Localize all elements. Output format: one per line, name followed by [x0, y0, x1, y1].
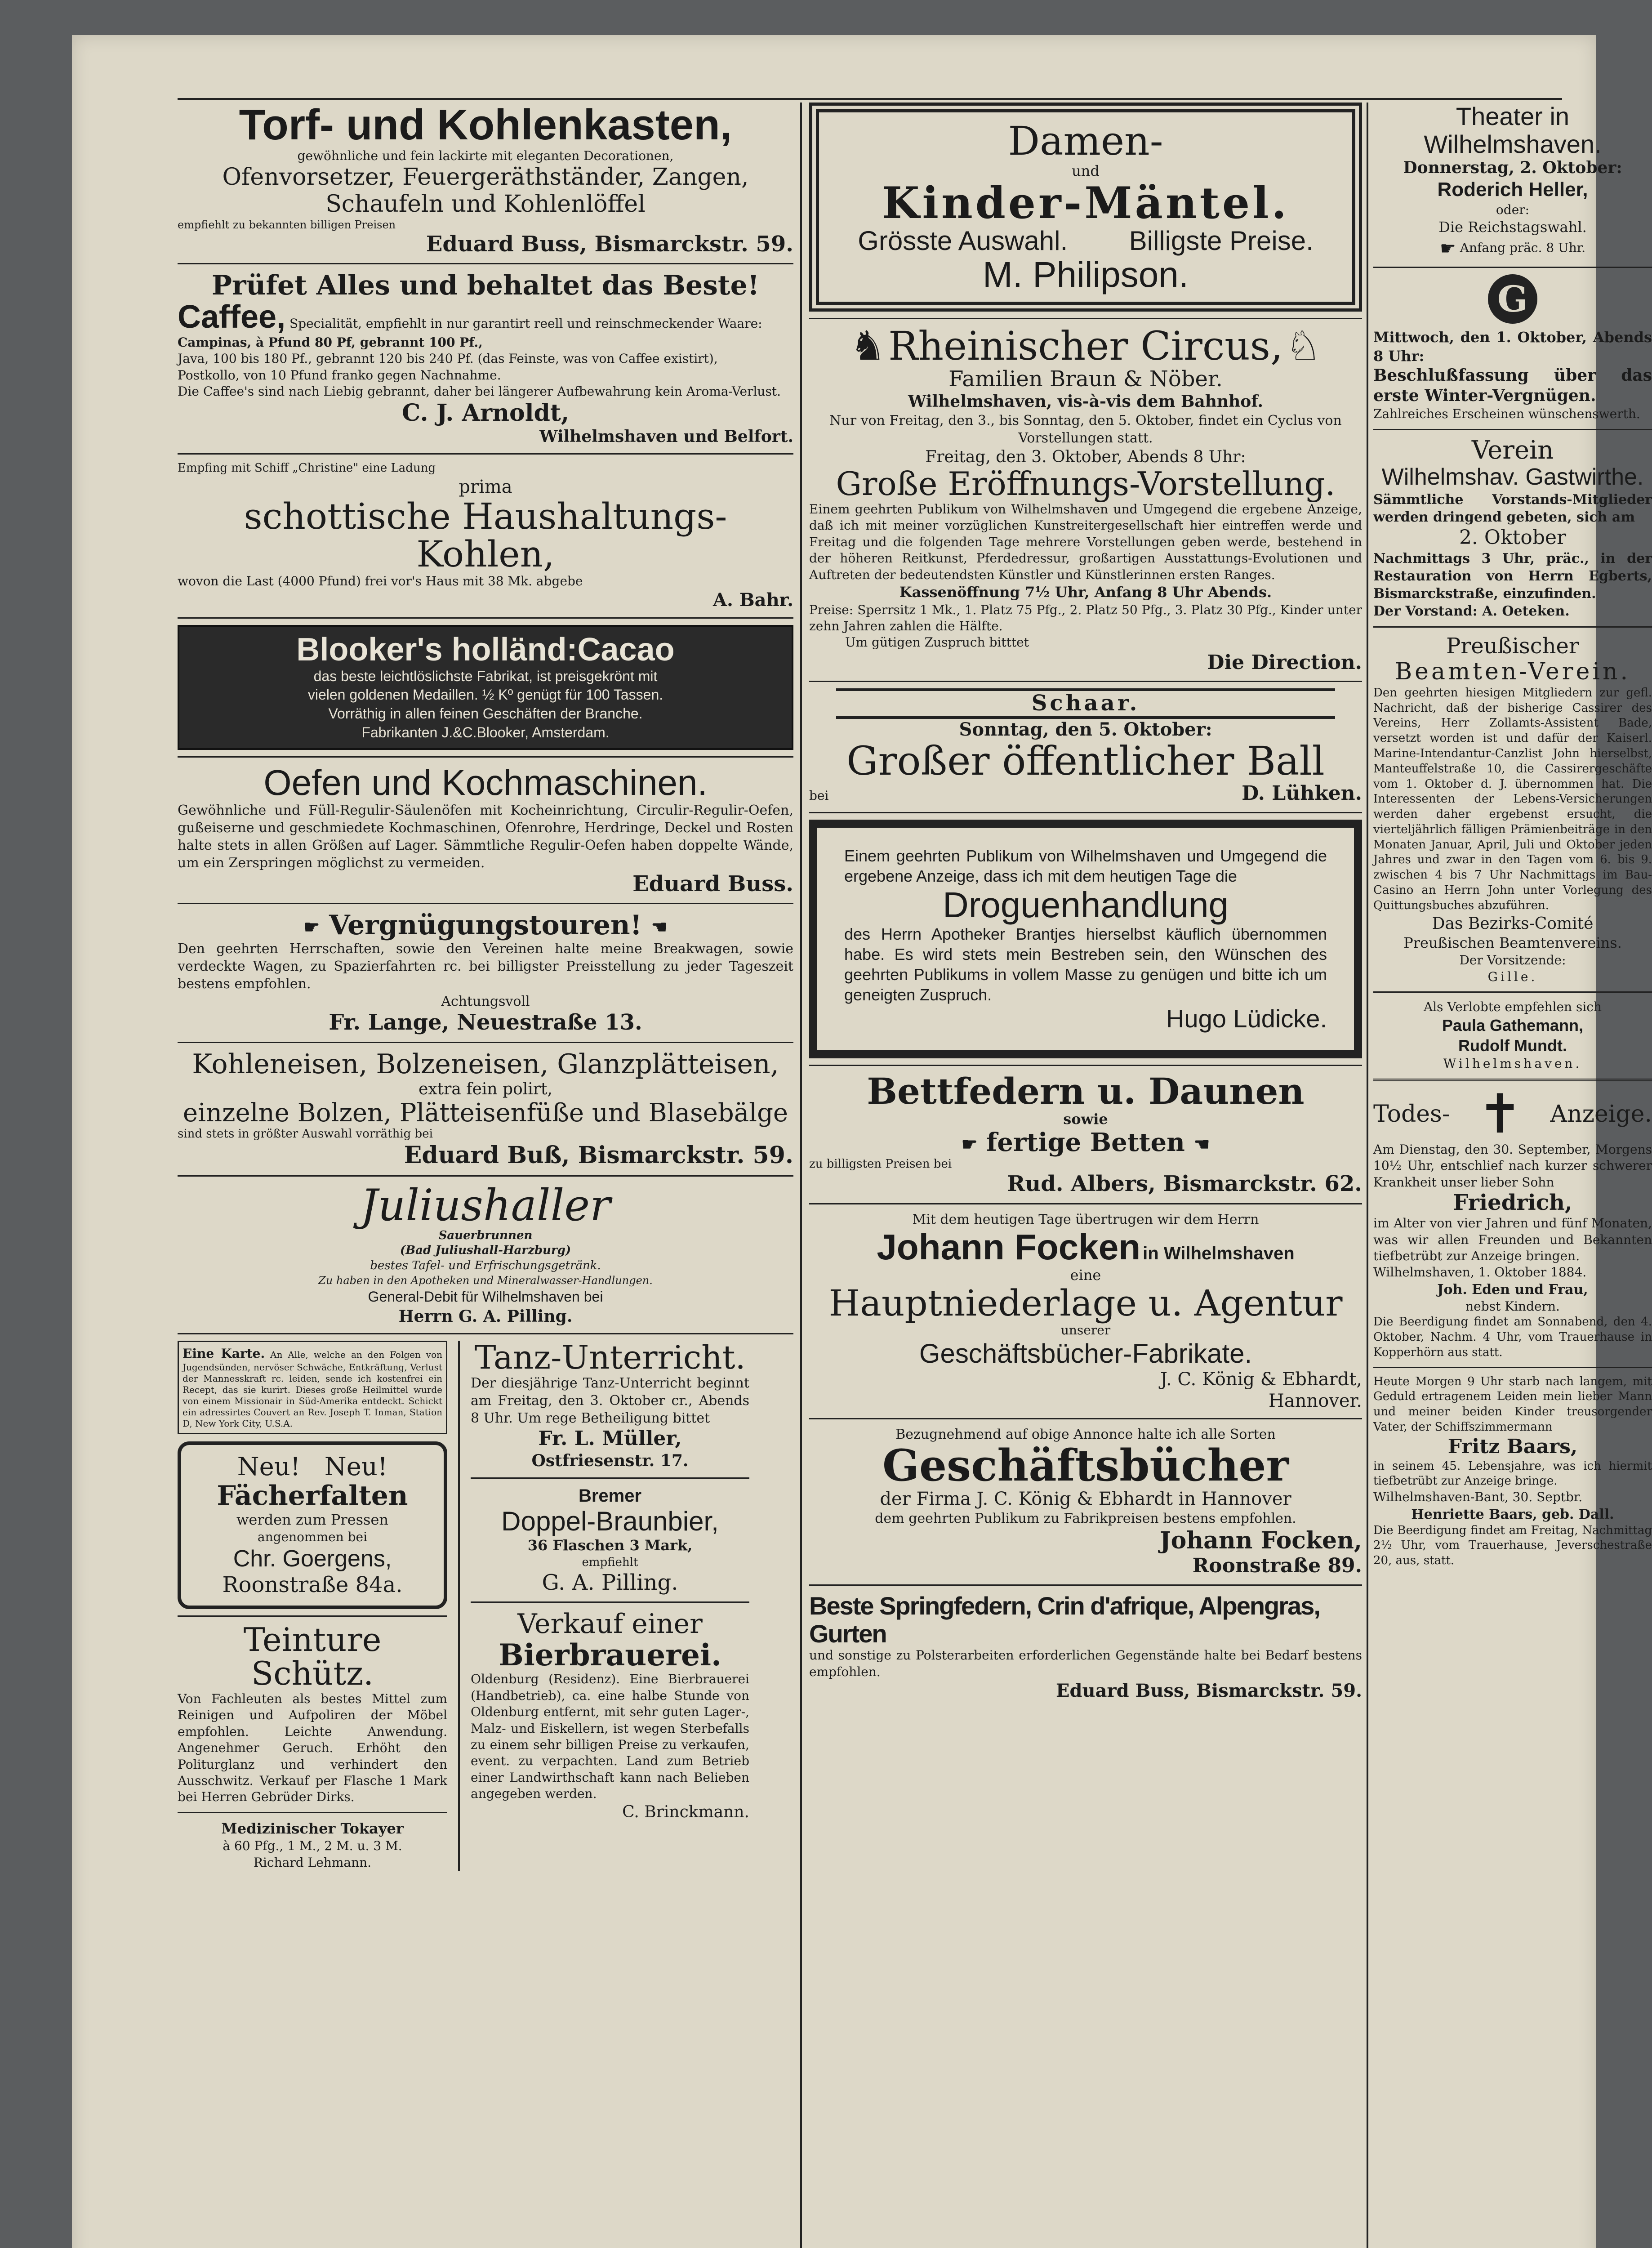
ad-title: Droguenhandlung [942, 884, 1229, 925]
ad-line: Mittwoch, den 1. Oktober, Abends 8 Uhr: [1373, 328, 1652, 365]
ad-title: Geschäftsbücher-Fabrikate. [919, 1338, 1252, 1369]
ad-karte [178, 1341, 447, 1434]
ad-line: Wilhelmshaven-Bant, 30. Septbr. [1373, 1490, 1583, 1505]
ad-line: in Wilhelmshaven [1143, 1243, 1295, 1263]
ad-line: Neu! [324, 1452, 388, 1482]
ad-line: Bremer [578, 1486, 642, 1506]
ad-line: oder: [1496, 202, 1530, 217]
ad-line: Nachmittags 3 Uhr, präc., in der Restauration von Herrn Egberts, Bismarckstraße, einzufinden. [1373, 550, 1652, 602]
ad-line: Preise: Sperrsitz 1 Mk., 1. Platz 75 Pfg., 2. Platz 50 Pfg., 3. Platz 30 Pfg., Kinder unter zehn Jahren zahlen die Hälfte. [809, 602, 1362, 633]
ad-signature: Die Direction. [1207, 651, 1362, 674]
ad-line: (Bad Juliushall-Harzburg) [400, 1244, 571, 1258]
ad-line: Wilhelmshaven, 1. Oktober 1884. [1373, 1265, 1587, 1280]
ad-line: Familien Braun & Nöber. [948, 366, 1223, 392]
ad-geschaeftsbuecher [809, 1426, 1362, 1578]
ad-line: 2. Oktober [1459, 526, 1567, 549]
ad-beamten-verein [1373, 634, 1652, 985]
ad-line: Campinas, à Pfund 80 Pf, gebrannt 100 Pf., [178, 335, 483, 350]
ad-signature: Eduard Buss, Bismarckstr. 59. [1056, 1680, 1362, 1701]
ad-line: bei [809, 788, 829, 803]
ad-title: Doppel-Braunbier, [501, 1506, 719, 1537]
ad-line: Roonstraße 84a. [222, 1572, 403, 1597]
ad-line: prima [459, 476, 512, 497]
ad-title: Bettfedern u. Daunen [867, 1070, 1305, 1113]
pointing-hand-right-icon: ☛ [961, 1133, 978, 1155]
ad-line: à 60 Pfg., 1 M., 2 M. u. 3 M. [223, 1838, 402, 1854]
ad-line: Als Verlobte empfehlen sich [1423, 999, 1602, 1015]
ad-title: Bierbrauerei. [498, 1637, 722, 1673]
ad-tokayer [178, 1820, 447, 1871]
ad-text: Die Beerdigung findet am Freitag, Nachmittag 2½ Uhr, vom Trauerhause, Jeverschestraße 20, aus, statt. [1373, 1523, 1652, 1568]
ad-signature: Der Vorstand: A. Oeteken. [1373, 603, 1570, 619]
ad-signature: A. Bahr. [712, 589, 793, 611]
ad-line: vielen goldenen Medaillen. ½ Kº genügt für 100 Tassen. [307, 687, 663, 703]
ad-verlobte [1373, 999, 1652, 1072]
ad-todes-anzeige-baars [1373, 1374, 1652, 1569]
ad-signature: Joh. Eden und Frau, [1437, 1281, 1588, 1298]
ad-line: Zahlreiches Erscheinen wünschenswerth. [1373, 406, 1640, 422]
ad-todes-anzeige-eden [1373, 1083, 1652, 1360]
ad-caffee [178, 271, 793, 447]
column-rule-2 [1367, 103, 1368, 2248]
ad-line: der Firma J. C. König & Ebhardt in Hannover [880, 1489, 1291, 1510]
ad-damen-maentel [809, 103, 1362, 312]
ad-signature: Fr. L. Müller, [538, 1427, 682, 1450]
ad-signature: nebst Kindern. [1465, 1298, 1560, 1314]
ad-signature: Hugo Lüdicke. [1166, 1004, 1327, 1033]
ad-text: im Alter von vier Jahren und fünf Monaten, was wir allen Freunden und Bekannten tiefbetrübt zur Anzeige bringen. [1373, 1216, 1652, 1263]
column-left [178, 103, 793, 2248]
ad-signature: M. Philipson. [983, 254, 1189, 294]
ad-title: Oefen und Kochmaschinen. [263, 763, 708, 803]
grave-cross-icon: ✝ [1477, 1083, 1523, 1146]
ad-title: Beamten-Verein. [1394, 658, 1631, 685]
ad-title: Fächerfalten [217, 1480, 408, 1512]
ad-title: Kinder-Mäntel. [882, 177, 1289, 228]
ad-title: Kohleneisen, Bolzeneisen, Glanzplätteisen, [192, 1048, 779, 1080]
ad-line: extra fein polirt, [419, 1079, 552, 1098]
ad-line: Roonstraße 89. [1192, 1554, 1362, 1578]
ad-line: Specialität, empfiehlt in nur garantirt reell und reinschmeckender Waare: [289, 316, 762, 331]
ad-title: Rheinischer Circus, [888, 322, 1283, 369]
ad-signature: Herrn G. A. Pilling. [398, 1307, 573, 1326]
column-rule-1 [800, 103, 802, 2248]
ad-line: einzelne Bolzen, Plätteisenfüße und Blasebälge [183, 1098, 788, 1128]
ad-eisen [178, 1049, 793, 1169]
ad-title: Teinture Schütz. [243, 1620, 382, 1693]
horse-icon: ♞ [850, 322, 886, 370]
ad-title: Anzeige. [1550, 1100, 1652, 1128]
ad-signature: Fr. Lange, Neuestraße 13. [329, 1010, 642, 1035]
ad-signature: Preußischen Beamtenvereins. [1403, 934, 1622, 951]
ad-title: Tanz-Unterricht. [474, 1338, 746, 1376]
ad-oefen [178, 764, 793, 897]
ad-title: Johann Focken [877, 1227, 1141, 1267]
ad-line: Schaufeln und Kohlenlöffel [325, 190, 646, 218]
ad-text: Einem geehrten Publikum von Wilhelmshaven und Umgegend die ergebene Anzeige, dass ich mit dem heutigen Tage die [844, 846, 1327, 885]
ad-focken-agentur [809, 1211, 1362, 1412]
ad-text: Einem geehrten Publikum von Wilhelmshaven und Umgegend die ergebene Anzeige, daß ich mit meiner vorzüglichen Kunstreitergesellschaft hier eintreffen werde und Freitag und die folgenden Tage mehrere Vorstellungen geben werde, bestehend in der höheren Reitkunst, Pferdedressur, großartigen Ausstattungs-Evolutionen und Auftreten der bedeutendsten Künstler und Künstlerinnen ersten Ranges. [809, 501, 1362, 582]
ad-line: Neu! [237, 1452, 301, 1482]
ad-signature: G. A. Pilling. [542, 1570, 678, 1595]
ad-signature: Rudolf Mundt. [1458, 1036, 1567, 1055]
ad-text: in seinem 45. Lebensjahre, was ich hiermit tiefbetrübt zur Anzeige bringe. [1373, 1459, 1652, 1488]
ad-title: fertige Betten [986, 1128, 1185, 1158]
ad-signature: Henriette Baars, geb. Dall. [1411, 1506, 1614, 1522]
ad-signature: Wilhelmshaven und Belfort. [539, 427, 793, 446]
ad-title: Friedrich, [1453, 1190, 1572, 1215]
column-right [1373, 103, 1652, 2248]
pointing-hand-left-icon: ☚ [651, 916, 668, 938]
ad-line: und [1072, 162, 1100, 180]
ad-title: Preußischer [1446, 633, 1579, 659]
ad-text: Gewöhnliche und Füll-Regulir-Säulenöfen mit Kocheinrichtung, Circulir-Regulir-Oefen, gußeiserne und geschmiedete Kochmaschinen, Ofenrohre, Herdringe, Deckel und Rosten halte stets in allen Größen auf Lager. Sämmtliche Regulir-Oefen haben doppelte Wände, um ein Zerspringen möglichst zu vermeiden. [178, 803, 793, 871]
ad-text: Die Beerdigung findet am Sonnabend, den 4. Oktober, Nachm. 4 Uhr, vom Trauerhause in Kopperhörn aus statt. [1373, 1315, 1652, 1359]
ad-signature: C. Brinckmann. [622, 1803, 749, 1822]
ad-signature: Eduard Buss. [632, 871, 793, 897]
ad-line: Die Reichstagswahl. [1438, 219, 1587, 236]
ad-blooker-cacao [178, 625, 793, 750]
ad-line: Vorräthig in allen feinen Geschäften der Branche. [328, 705, 643, 722]
ad-title: Großer öffentlicher Ball [846, 737, 1325, 784]
ad-text: An Alle, welche an den Folgen von Jugendsünden, nervöser Schwäche, Entkräftung, Verlust der Mannesskraft rc. leiden, sende ich kostenfrei ein Recept, das sie kurirt. Dieses große Heilmittel wurde von einem Missionair in Süd-Amerika entdeckt. Schickt ein adressirtes Couvert an Rev. Joseph T. Inman, Station D, New York City, U.S.A. [183, 1349, 443, 1429]
ad-line: Ostfriesenstr. 17. [531, 1451, 689, 1471]
ad-title: Todes- [1373, 1100, 1450, 1128]
ad-line: Ofenvorsetzer, Feuergeräthständer, Zangen, [222, 164, 749, 191]
ad-line: Empfing mit Schiff „Christine" eine Ladung [178, 461, 436, 475]
ad-text: Den geehrten hiesigen Mitgliedern zur gefl. Nachricht, daß der bisherige Cassirer des Vereins, Herr Zollamts-Assistent Bade, versetzt worden ist und dafür der Kaiserl. Marine-Intendantur-Canzlist John hierselbst, Manteuffelstraße 10, die Cassirergeschäfte vom 1. Oktober d. J. übernommen hat. Die Interessenten der Lebens-Versicherungen werden daher ergebenst ersucht, die vierteljährlich fälligen Prämienbeiträge in den Monaten Januar, April, Juli und Oktober jeden Jahres und zwar in den Tagen vom 6. bis 9. zwischen 4 bis 7 Uhr Nachmittags im Bau-Casino an Herrn John unter Vorlegung des Quittungsbuches abzuführen. [1373, 686, 1652, 912]
ad-line: sowie [1063, 1111, 1108, 1128]
ad-line: Java, 100 bis 180 Pf., gebrannt 120 bis 240 Pf. (das Feinste, was von Caffee existirt), [178, 351, 718, 366]
ad-signature: Richard Lehmann. [253, 1855, 372, 1870]
ad-subcolumn-right [471, 1338, 749, 1871]
ad-signature: Eduard Buss, Bismarckstr. 59. [426, 231, 793, 257]
ad-text: Der diesjährige Tanz-Unterricht beginnt am Freitag, den 3. Oktober cr., Abends 8 Uhr. Um rege Betheiligung bittet [471, 1375, 749, 1427]
ad-line: Grösste Auswahl. [858, 225, 1068, 256]
ad-motto: Prüfet Alles und behaltet das Beste! [211, 270, 760, 302]
ad-title: Blooker's holländ:Cacao [296, 632, 675, 668]
ad-droguenhandlung [809, 820, 1362, 1059]
ad-text: und sonstige zu Polsterarbeiten erforderlichen Gegenstände halte bei Bedarf bestens empfohlen. [809, 1648, 1362, 1679]
ad-rheinischer-circus [809, 322, 1362, 675]
ad-line: wovon die Last (4000 Pfund) frei vor's Haus mit 38 Mk. abgebe [178, 573, 583, 589]
ad-title: Geschäftsbücher [882, 1440, 1289, 1491]
ad-line: Donnerstag, 2. Oktober: [1403, 158, 1622, 178]
ad-line: General-Debit für Wilhelmshaven bei [368, 1289, 603, 1305]
ad-title: Wilhelmshav. Gastwirthe. [1381, 464, 1644, 491]
ad-title: Verkauf einer [517, 1608, 703, 1640]
ad-signature: Chr. Goergens, [233, 1545, 392, 1572]
ad-line: bestes Tafel- und Erfrischungsgetränk. [370, 1259, 601, 1273]
ad-faecherfalten [178, 1441, 447, 1609]
ad-signature: J. C. König & Ebhardt, [1160, 1369, 1362, 1390]
ad-tanz-unterricht [471, 1338, 749, 1471]
ad-text: Am Dienstag, den 30. September, Morgens 10½ Uhr, entschlief nach kurzer schwerer Krankheit unser lieber Sohn [1373, 1142, 1652, 1190]
ad-line: Freitag, den 3. Oktober, Abends 8 Uhr: [925, 448, 1246, 467]
horse-icon: ♘ [1285, 322, 1322, 370]
ad-line: Sonntag, den 5. Oktober: [959, 718, 1212, 740]
ad-line: Kassenöffnung 7½ Uhr, Anfang 8 Uhr Abends. [899, 583, 1272, 601]
ad-line: Die Caffee's sind nach Liebig gebrannt, daher bei längerer Aufbewahrung kein Aroma-Verlust. [178, 384, 781, 399]
ad-title: Vergnügungstouren! [329, 910, 642, 941]
ad-line: sind stets in größter Auswahl vorräthig bei [178, 1127, 433, 1141]
ad-kohlen [178, 461, 793, 611]
ad-signature: C. J. Arnoldt, [402, 399, 569, 427]
ad-title: Schaar. [836, 688, 1335, 718]
ad-text: Von Fachleuten als bestes Mittel zum Reinigen und Aufpoliren der Möbel empfohlen. Leichte Anwendung. Angenehmer Geruch. Erhöht den Politurglanz und verhindert den Ausschwitz. Verkauf per Flasche 1 Mark bei Herren Gebrüder Dirks. [178, 1691, 447, 1805]
ad-bettfedern [809, 1072, 1362, 1196]
pointing-hand-left-icon: ☚ [1193, 1133, 1210, 1155]
ad-line: Billigste Preise. [1129, 225, 1314, 256]
ad-title: Eine Karte. [183, 1346, 265, 1361]
ad-teinture [178, 1620, 447, 1806]
ad-springfedern [809, 1592, 1362, 1702]
ad-text: des Herrn Apotheker Brantjes hierselbst käuflich übernommen habe. Es wird stets mein Bestreben sein, den Wünschen des geehrten Publikums in vollem Masse zu genügen und bitte ich um geneigten Zuspruch. [844, 924, 1327, 1004]
ad-subcolumn-left [178, 1341, 447, 1871]
top-rule [178, 98, 1562, 100]
column-rule-inner [458, 1341, 460, 1871]
ad-line: das beste leichtlöslichste Fabrikat, ist preisgekrönt mit [313, 668, 658, 684]
ad-title: Torf- und Kohlenkasten, [239, 101, 732, 149]
ad-signature: Hannover. [1268, 1390, 1362, 1411]
ad-verein-gastwirthe [1373, 437, 1652, 620]
ad-line: werden zum Pressen [236, 1511, 388, 1528]
ad-signature: Rud. Albers, Bismarckstr. 62. [1007, 1171, 1362, 1197]
ad-juliushaller [178, 1180, 793, 1327]
ad-line: Sauerbrunnen [438, 1228, 533, 1242]
ad-signature: Das Bezirks-Comité [1432, 914, 1594, 933]
ad-title: Beschlußfassung über das erste Winter-Vergnügen. [1373, 366, 1652, 406]
newspaper-page [72, 35, 1652, 2248]
ad-line: Sämmtliche Vorstands-Mitglieder werden dringend gebeten, sich am [1373, 491, 1652, 525]
ad-ball [809, 688, 1362, 805]
ad-line: Wilhelmshaven. [1443, 1056, 1582, 1071]
ad-line: Wilhelmshaven, vis-à-vis dem Bahnhof. [908, 392, 1263, 411]
ad-line: angenommen bei [257, 1530, 368, 1545]
ad-title: Verein [1471, 435, 1554, 465]
ad-title: Hauptniederlage u. Agentur [828, 1282, 1343, 1325]
ad-vergnuegungstouren [178, 910, 793, 1035]
g-emblem-icon: G [1488, 274, 1537, 324]
pointing-hand-right-icon: ☛ [303, 916, 320, 938]
ad-line: zu billigsten Preisen bei [809, 1157, 952, 1171]
ad-line: empfiehlt [582, 1555, 638, 1569]
ad-text: Heute Morgen 9 Uhr starb nach langem, mit Geduld ertragenem Leiden mein lieber Mann und meiner beiden Kinder treusorgender Vater, der Schiffszimmermann [1373, 1374, 1652, 1434]
ad-line: empfiehlt zu bekannten billigen Preisen [178, 218, 396, 231]
ad-torf-kohlenkasten [178, 103, 793, 257]
ad-line: Mit dem heutigen Tage übertrugen wir dem Herrn [912, 1211, 1259, 1227]
ad-line: Der Vorsitzende: [1459, 953, 1566, 968]
ad-signature: Eduard Buß, Bismarckstr. 59. [404, 1142, 793, 1169]
ad-title: Juliushaller [361, 1180, 610, 1231]
ad-line: Bezugnehmend auf obige Annonce halte ich alle Sorten [895, 1426, 1276, 1442]
ad-title: schottische Haushaltungs-Kohlen, [244, 495, 727, 575]
column-middle [809, 103, 1362, 2248]
pointing-hand-right-icon: ☛ [1440, 238, 1456, 259]
ad-line: Achtungsvoll [441, 994, 530, 1010]
ad-signature: Gille. [1487, 969, 1538, 984]
ad-text: Oldenburg (Residenz). Eine Bierbrauerei (Handbetrieb), ca. eine halbe Stunde von Oldenburg entfernt, mit sehr guten Lager-, Malz- und Eiskellern, ist wegen Sterbefalls zu einem sehr billigen Preise zu verkaufen, event. zu verpachten. Land zum Betrieb einer Landwirthschaft kann nach Belieben angegeben werden. [471, 1672, 749, 1802]
ad-signature: Paula Gathemann, [1442, 1016, 1584, 1035]
ad-title: Medizinischer Tokayer [221, 1820, 404, 1837]
ad-signature: Johann Focken, [1160, 1527, 1362, 1555]
ad-theater [1373, 103, 1652, 260]
bottom-ad-grid [178, 1338, 793, 1871]
ad-line: unserer [1060, 1323, 1111, 1338]
ad-signature: D. Lühken. [1242, 782, 1362, 805]
ad-line: Nur von Freitag, den 3., bis Sonntag, den 5. Oktober, findet ein Cyclus von Vorstellungen statt. [829, 413, 1342, 446]
ad-bremer-braunbier [471, 1485, 749, 1595]
ad-title: Damen- [1008, 118, 1163, 164]
ad-line: eine [1070, 1266, 1101, 1284]
ad-line: dem geehrten Publikum zu Fabrikpreisen bestens empfohlen. [875, 1511, 1296, 1527]
ad-line: Zu haben in den Apotheken und Mineralwasser-Handlungen. [318, 1274, 653, 1287]
ad-title: Caffee, [178, 299, 286, 335]
ad-title: Fritz Baars, [1447, 1435, 1578, 1458]
ad-g-verein [1373, 274, 1652, 423]
ad-title: Große Eröffnungs-Vorstellung. [836, 465, 1336, 503]
ad-text: Den geehrten Herrschaften, sowie den Vereinen halte meine Breakwagen, sowie verdeckte Wagen, zu Spazierfahrten rc. bei billigster Preisstellung zu jeder Tageszeit bestens empfohlen. [178, 941, 793, 992]
ad-title: Theater in Wilhelmshaven. [1424, 102, 1602, 158]
ad-line: Fabrikanten J.&C.Blooker, Amsterdam. [361, 724, 610, 740]
ad-line: gewöhnliche und fein lackirte mit eleganten Decorationen, [297, 148, 674, 163]
ad-title: Beste Springfedern, Crin d'afrique, Alpengras, Gurten [809, 1591, 1320, 1648]
ad-title: Roderich Heller, [1437, 178, 1588, 201]
ad-line: Anfang präc. 8 Uhr. [1460, 240, 1585, 255]
ad-line: Postkollo, von 10 Pfund franko gegen Nachnahme. [178, 367, 501, 383]
ad-line: 36 Flaschen 3 Mark, [527, 1537, 693, 1554]
ad-verkauf-bierbrauerei [471, 1609, 749, 1823]
ad-line: Um gütigen Zuspruch bitttet [845, 635, 1029, 650]
